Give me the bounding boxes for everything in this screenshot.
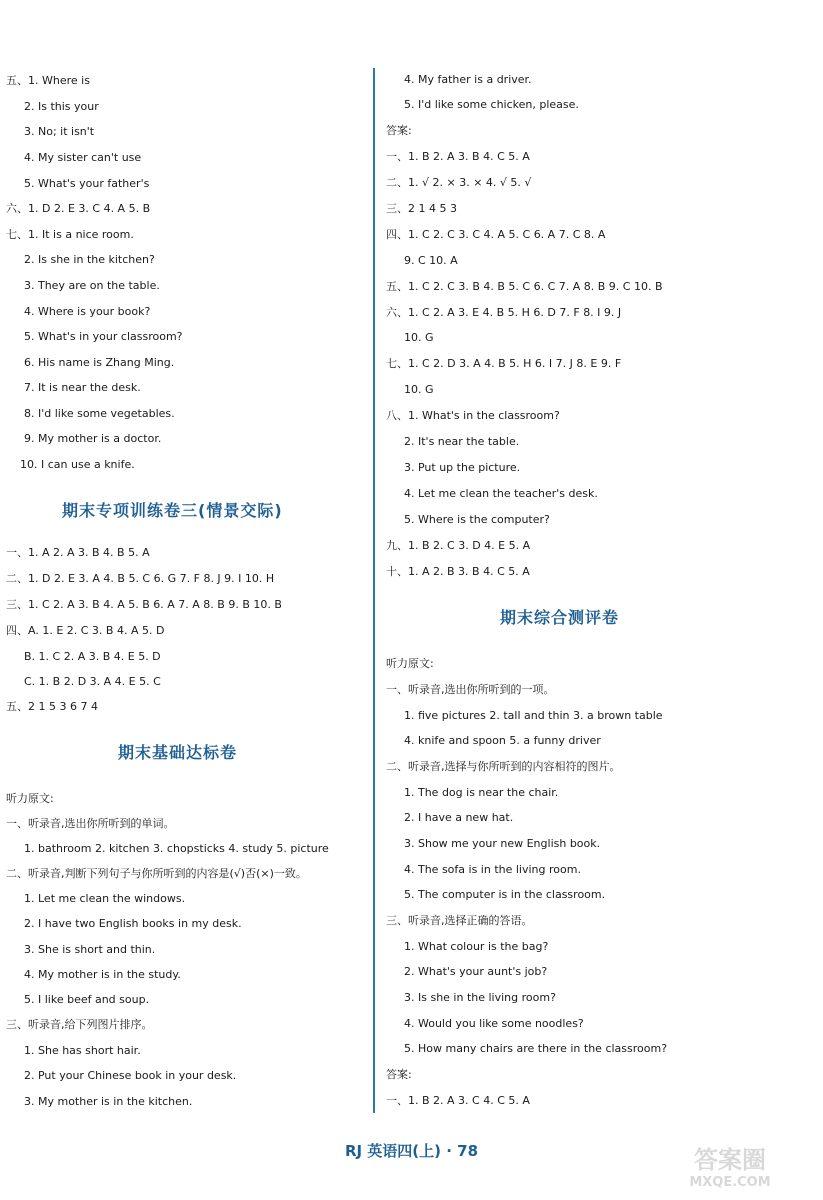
answer-line: 8. I'd like some vegetables.	[24, 407, 175, 420]
answer-line: 10. G	[404, 383, 434, 396]
answer-line: 听力原文:	[6, 792, 54, 805]
answer-line: 一、1. B 2. A 3. B 4. C 5. A	[386, 150, 530, 163]
answer-line: 答案:	[386, 1068, 412, 1081]
answer-line: 4. Where is your book?	[24, 305, 151, 318]
answer-line: 1. five pictures 2. tall and thin 3. a brown table	[404, 709, 663, 722]
answer-line: 5. I'd like some chicken, please.	[404, 98, 579, 111]
answer-line: 2. I have a new hat.	[404, 811, 514, 824]
answer-line: 5. Where is the computer?	[404, 513, 550, 526]
answer-line: 三、1. C 2. A 3. B 4. A 5. B 6. A 7. A 8. B 9. B 10. B	[6, 598, 282, 611]
answer-line: 五、2 1 5 3 6 7 4	[6, 700, 98, 713]
answer-line: 一、听录音,选出你所听到的一项。	[386, 683, 555, 696]
answer-line: 2. Put your Chinese book in your desk.	[24, 1069, 237, 1082]
answer-line: 1. The dog is near the chair.	[404, 786, 559, 799]
answer-line: 四、A. 1. E 2. C 3. B 4. A 5. D	[6, 624, 165, 637]
answer-line: 4. My sister can't use	[24, 151, 142, 164]
answer-line: 听力原文:	[386, 657, 434, 670]
answer-line: 5. How many chairs are there in the classroom?	[404, 1042, 668, 1055]
answer-line: 7. It is near the desk.	[24, 381, 141, 394]
answer-line: 2. Is she in the kitchen?	[24, 253, 155, 266]
answer-line: 3. Put up the picture.	[404, 461, 521, 474]
answer-line: 一、听录音,选出你所听到的单词。	[6, 817, 175, 830]
answer-line: 4. Would you like some noodles?	[404, 1017, 584, 1030]
answer-line: 1. What colour is the bag?	[404, 940, 549, 953]
answer-line: 一、1. A 2. A 3. B 4. B 5. A	[6, 546, 150, 559]
answer-line: 10. G	[404, 331, 434, 344]
answer-line: 2. What's your aunt's job?	[404, 965, 548, 978]
answer-line: 3. They are on the table.	[24, 279, 160, 292]
answer-line: 5. What's in your classroom?	[24, 330, 183, 343]
answer-line: 10. I can use a knife.	[20, 458, 135, 471]
answer-line: 六、1. D 2. E 3. C 4. A 5. B	[6, 202, 151, 215]
answer-line: 6. His name is Zhang Ming.	[24, 356, 175, 369]
answer-line: 5. I like beef and soup.	[24, 993, 150, 1006]
answer-line: 1. Let me clean the windows.	[24, 892, 186, 905]
answer-line: 4. Let me clean the teacher's desk.	[404, 487, 598, 500]
answer-line: 2. Is this your	[24, 100, 99, 113]
answer-line: 四、1. C 2. C 3. C 4. A 5. C 6. A 7. C 8. A	[386, 228, 606, 241]
answer-line: B. 1. C 2. A 3. B 4. E 5. D	[24, 650, 161, 663]
section-title: 期末综合测评卷	[500, 608, 620, 627]
watermark-text-url: MXQE.COM	[689, 1175, 771, 1190]
answer-line: 五、1. Where is	[6, 74, 90, 87]
answer-line: 1. bathroom 2. kitchen 3. chopsticks 4. study 5. picture	[24, 842, 329, 855]
answer-line: 六、1. C 2. A 3. E 4. B 5. H 6. D 7. F 8. I 9. J	[386, 306, 622, 319]
page-footer: RJ 英语四(上) · 78	[344, 1142, 479, 1160]
answer-line: 2. I have two English books in my desk.	[24, 917, 242, 930]
section-title: 期末基础达标卷	[118, 743, 238, 762]
answer-line: 三、2 1 4 5 3	[386, 202, 457, 215]
answer-line: 三、听录音,给下列图片排序。	[6, 1018, 153, 1031]
answer-line: 3. Is she in the living room?	[404, 991, 556, 1004]
column-divider	[373, 68, 375, 1113]
answer-line: 二、听录音,判断下列句子与你所听到的内容是(√)否(×)一致。	[6, 867, 307, 880]
answer-line: 二、听录音,选择与你所听到的内容相符的图片。	[386, 760, 621, 773]
answer-line: 七、1. It is a nice room.	[6, 228, 134, 241]
answer-line: 2. It's near the table.	[404, 435, 520, 448]
answer-line: 4. knife and spoon 5. a funny driver	[404, 734, 601, 747]
answer-line: 八、1. What's in the classroom?	[386, 409, 560, 422]
answer-line: 答案:	[386, 124, 412, 137]
answer-line: 九、1. B 2. C 3. D 4. E 5. A	[386, 539, 531, 552]
answer-line: 4. My mother is in the study.	[24, 968, 181, 981]
answer-line: 9. C 10. A	[404, 254, 458, 267]
answer-line: 3. Show me your new English book.	[404, 837, 601, 850]
answer-line: 十、1. A 2. B 3. B 4. C 5. A	[386, 565, 530, 578]
answer-line: 三、听录音,选择正确的答语。	[386, 914, 533, 927]
watermark-logo	[655, 1140, 805, 1190]
answer-line: 4. The sofa is in the living room.	[404, 863, 581, 876]
answer-line: 3. My mother is in the kitchen.	[24, 1095, 193, 1108]
answer-line: 5. The computer is in the classroom.	[404, 888, 606, 901]
answer-line: 3. She is short and thin.	[24, 943, 156, 956]
answer-line: C. 1. B 2. D 3. A 4. E 5. C	[24, 675, 161, 688]
answer-line: 4. My father is a driver.	[404, 73, 532, 86]
answer-line: 5. What's your father's	[24, 177, 150, 190]
answer-line: 3. No; it isn't	[24, 125, 95, 138]
answer-line: 1. She has short hair.	[24, 1044, 141, 1057]
answer-line: 一、1. B 2. A 3. C 4. C 5. A	[386, 1094, 530, 1107]
answer-line: 五、1. C 2. C 3. B 4. B 5. C 6. C 7. A 8. B 9. C 10. B	[386, 280, 663, 293]
section-title: 期末专项训练卷三(情景交际)	[62, 501, 283, 520]
answer-line: 二、1. D 2. E 3. A 4. B 5. C 6. G 7. F 8. J 9. I 10. H	[6, 572, 275, 585]
watermark-text-main: 答案圈	[694, 1146, 766, 1174]
answer-line: 9. My mother is a doctor.	[24, 432, 162, 445]
answer-line: 二、1. √ 2. × 3. × 4. √ 5. √	[386, 176, 532, 189]
answer-line: 七、1. C 2. D 3. A 4. B 5. H 6. I 7. J 8. E 9. F	[386, 357, 622, 370]
